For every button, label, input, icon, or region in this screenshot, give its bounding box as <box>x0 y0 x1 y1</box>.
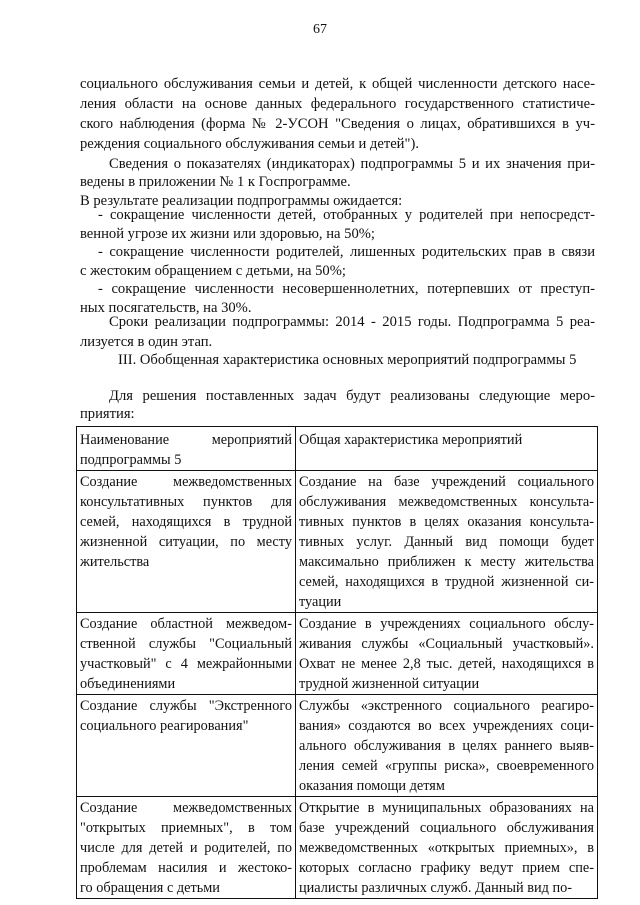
table-row <box>77 695 598 797</box>
cell-line: обслуживания межведомственных консульта- <box>299 494 594 510</box>
measures-table <box>76 426 598 899</box>
paragraph-line: ных посягательств, на 30%. <box>80 299 252 316</box>
cell-line: максимально приближен к месту жительства <box>299 554 594 570</box>
cell-line: участковый" с 4 межрайонными <box>80 656 292 672</box>
cell-line: подпрограммы 5 <box>80 452 182 468</box>
cell-line: тивных пунктов в целях оказания консульта- <box>299 514 594 530</box>
cell-line: туации <box>299 594 342 610</box>
section-heading: III. Обобщенная характеристика основных мероприятий подпрограммы 5 <box>118 352 577 368</box>
paragraph-line: Сроки реализации подпрограммы: 2014 - 2015 годы. Подпрограмма 5 реа- <box>109 314 595 330</box>
cell-line: трудной жизненной ситуации <box>299 676 480 692</box>
cell-line: ального обслуживания в целях раннего выяв- <box>299 738 594 754</box>
paragraph-line: ведены в приложении № 1 к Госпрограмме. <box>80 174 351 190</box>
cell-line: циалисты различных служб. Данный вид по- <box>299 880 573 896</box>
paragraph-line: ского наблюдения (форма № 2-УСОН "Сведения о лицах, обратившихся в уч- <box>80 116 595 132</box>
cell-line: объединениями <box>80 676 176 692</box>
paragraph-line: - сокращение численности несовершеннолетних, потерпевших от преступ- <box>98 281 595 297</box>
page-number: 67 <box>313 22 327 37</box>
cell-line: Службы «экстренного социального реагиро- <box>299 698 594 714</box>
cell-line: Создание в учреждениях социального обслу- <box>299 616 594 632</box>
cell-line: ственной службы "Социальный <box>80 636 292 652</box>
cell-line: семей, находящихся в трудной жизненной си- <box>299 574 594 590</box>
cell-line: вания» создаются во всех учреждениях соци- <box>299 718 594 734</box>
cell-line: го обращения с детьми <box>80 880 220 896</box>
paragraph-line: социального обслуживания семьи и детей, к общей численности детского насе- <box>80 76 595 92</box>
paragraph-line: ления области на основе данных федерального государственного статистиче- <box>80 96 595 112</box>
measure-description-cell <box>296 427 598 471</box>
cell-line: семей, находящихся в трудной <box>80 514 292 530</box>
measure-name-cell <box>77 695 296 797</box>
paragraph-line: лизуется в один этап. <box>80 334 213 350</box>
cell-line: базе учреждений социального обслуживания <box>299 820 594 836</box>
paragraph-line: с жестоким обращением с детьми, на 50%; <box>80 262 346 279</box>
measure-name-cell <box>77 471 296 613</box>
measure-name-cell <box>77 613 296 695</box>
paragraph-line: Для решения поставленных задач будут реализованы следующие меро- <box>109 388 595 404</box>
table-row <box>77 471 598 613</box>
cell-line: оказания помощи детям <box>299 778 445 794</box>
cell-line: жизненной ситуации, по месту <box>80 534 292 550</box>
cell-line: Создание межведомственных <box>80 474 292 490</box>
cell-line: Общая характеристика мероприятий <box>299 432 523 448</box>
cell-line: ления семей «группы риска», своевременного <box>299 758 594 774</box>
cell-line: проблемам насилия и жестоко- <box>80 860 292 876</box>
cell-line: тивных услуг. Данный вид помощи будет <box>299 534 594 550</box>
measure-description-cell <box>296 613 598 695</box>
paragraph-line: венной угрозе их жизни или здоровью, на 50%; <box>80 225 375 242</box>
paragraph-line: В результате реализации подпрограммы ожидается: <box>80 193 403 209</box>
cell-line: которых согласно графику ведут прием спе- <box>299 860 594 876</box>
cell-line: Создание службы "Экстренного <box>80 698 292 714</box>
cell-line: Открытие в муниципальных образованиях на <box>299 800 594 816</box>
paragraph-line: приятия: <box>80 406 135 422</box>
table-header-row <box>77 427 598 471</box>
cell-line: "открытых приемных", в том <box>80 820 292 836</box>
table-row <box>77 797 598 899</box>
paragraph-line: - сокращение численности детей, отобранных у родителей при непосредст- <box>98 207 595 223</box>
cell-line: Охват не менее 2,8 тыс. детей, находящихся в <box>299 656 594 672</box>
measure-description-cell <box>296 471 598 613</box>
cell-line: живания службы «Социальный участковый». <box>299 636 594 652</box>
paragraph-line: Сведения о показателях (индикаторах) подпрограммы 5 и их значения при- <box>109 156 595 172</box>
cell-line: числе для детей и родителей, по <box>80 840 292 856</box>
cell-line: межведомственных «открытых приемных», в <box>299 840 594 856</box>
cell-line: Наименование мероприятий <box>80 432 292 448</box>
cell-line: Создание на базе учреждений социального <box>299 474 594 490</box>
cell-line: жительства <box>80 554 150 570</box>
cell-line: консультативных пунктов для <box>80 494 292 510</box>
cell-line: Создание межведомственных <box>80 800 292 816</box>
measure-name-cell <box>77 797 296 899</box>
table-row <box>77 613 598 695</box>
measure-description-cell <box>296 797 598 899</box>
cell-line: Создание областной межведом- <box>80 616 292 632</box>
paragraph-line: - сокращение численности родителей, лишенных родительских прав в связи <box>98 244 595 260</box>
measure-name-cell <box>77 427 296 471</box>
cell-line: социального реагирования" <box>80 718 249 734</box>
measure-description-cell <box>296 695 598 797</box>
paragraph-line: реждения социального обслуживания семьи и детей"). <box>80 136 419 152</box>
